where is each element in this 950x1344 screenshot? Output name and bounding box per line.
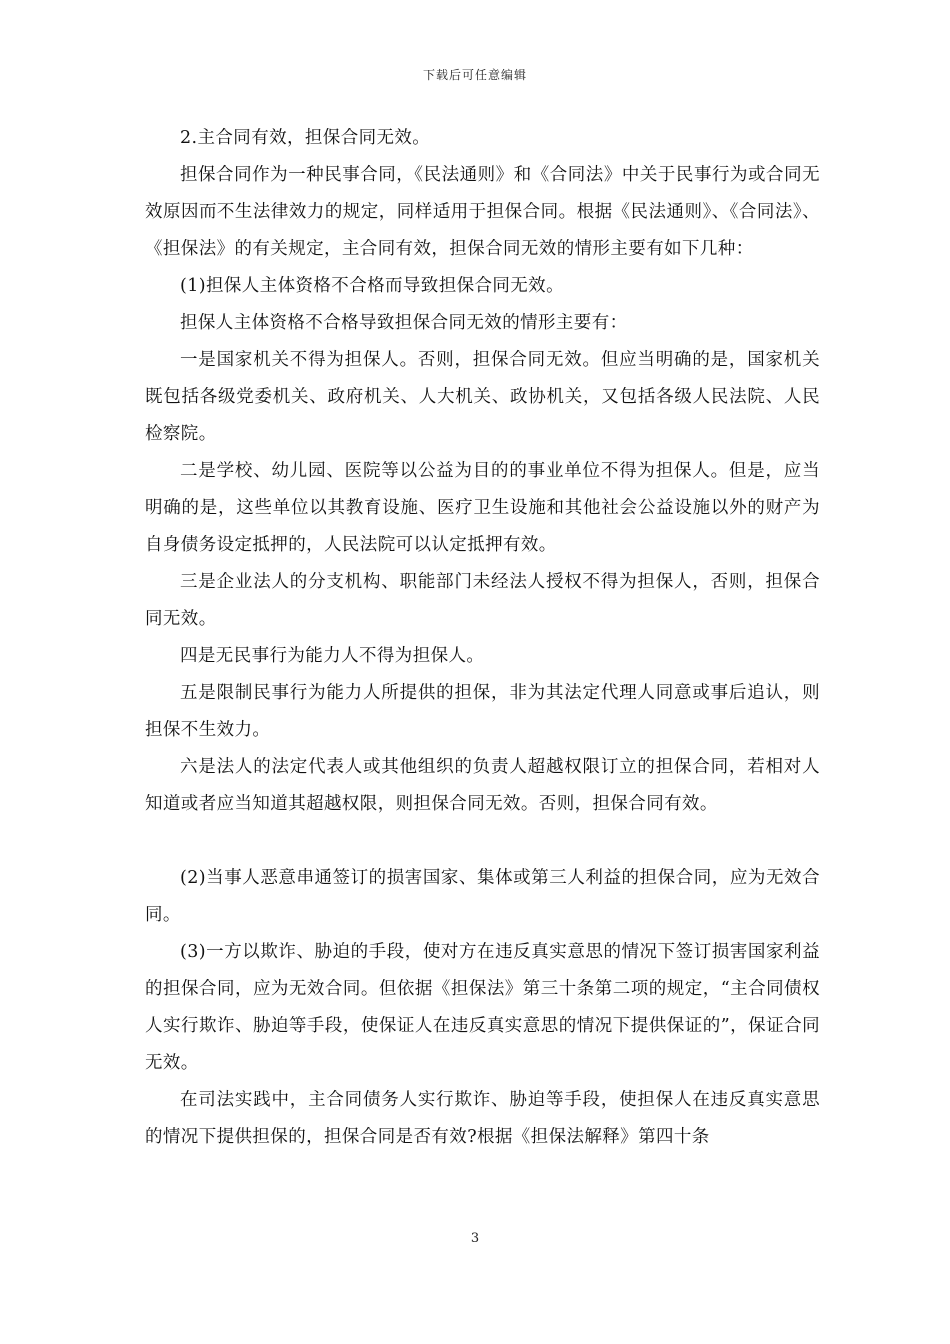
paragraph-gap [145, 823, 820, 860]
paragraph: 一是国家机关不得为担保人。否则，担保合同无效。但应当明确的是，国家机关既包括各级党委机关、政府机关、人大机关、政协机关，又包括各级人民法院、人民检察院。 [145, 350, 820, 444]
paragraph: 担保人主体资格不合格导致担保合同无效的情形主要有： [180, 313, 628, 333]
paragraph: 二是学校、幼儿园、医院等以公益为目的的事业单位不得为担保人。但是，应当明确的是，这些单位以其教育设施、医疗卫生设施和其他社会公益设施以外的财产为自身债务设定抵押的，人民法院可以认定抵押有效。 [145, 461, 820, 555]
page-header: 下载后可任意编辑 [422, 68, 527, 82]
document-body [145, 120, 820, 1156]
paragraph: 担保合同作为一种民事合同，《民法通则》和《合同法》中关于民事行为或合同无效原因而不生法律效力的规定，同样适用于担保合同。根据《民法通则》、《合同法》、《担保法》的有关规定，主合同有效，担保合同无效的情形主要有如下几种： [145, 165, 820, 259]
section-heading: 2.主合同有效，担保合同无效。 [180, 128, 431, 148]
list-item: (1)担保人主体资格不合格而导致担保合同无效。 [180, 276, 564, 296]
list-item: (3)一方以欺诈、胁迫的手段，使对方在违反真实意思的情况下签订损害国家利益的担保合同，应为无效合同。但依据《担保法》第三十条第二项的规定，“主合同债权人实行欺诈、胁迫等手段，使保证人在违反真实意思的情况下提供保证的”，保证合同无效。 [145, 942, 820, 1073]
paragraph: 五是限制民事行为能力人所提供的担保，非为其法定代理人同意或事后追认，则担保不生效力。 [145, 683, 820, 740]
paragraph: 三是企业法人的分支机构、职能部门未经法人授权不得为担保人，否则，担保合同无效。 [145, 572, 820, 629]
list-item: (2)当事人恶意串通签订的损害国家、集体或第三人利益的担保合同，应为无效合同。 [145, 868, 820, 925]
paragraph: 在司法实践中，主合同债务人实行欺诈、胁迫等手段，使担保人在违反真实意思的情况下提供担保的，担保合同是否有效?根据《担保法解释》第四十条 [145, 1090, 820, 1147]
paragraph: 六是法人的法定代表人或其他组织的负责人超越权限订立的担保合同，若相对人知道或者应当知道其超越权限，则担保合同无效。否则，担保合同有效。 [145, 757, 820, 814]
page-number: 3 [470, 1231, 480, 1246]
paragraph: 四是无民事行为能力人不得为担保人。 [180, 646, 485, 666]
